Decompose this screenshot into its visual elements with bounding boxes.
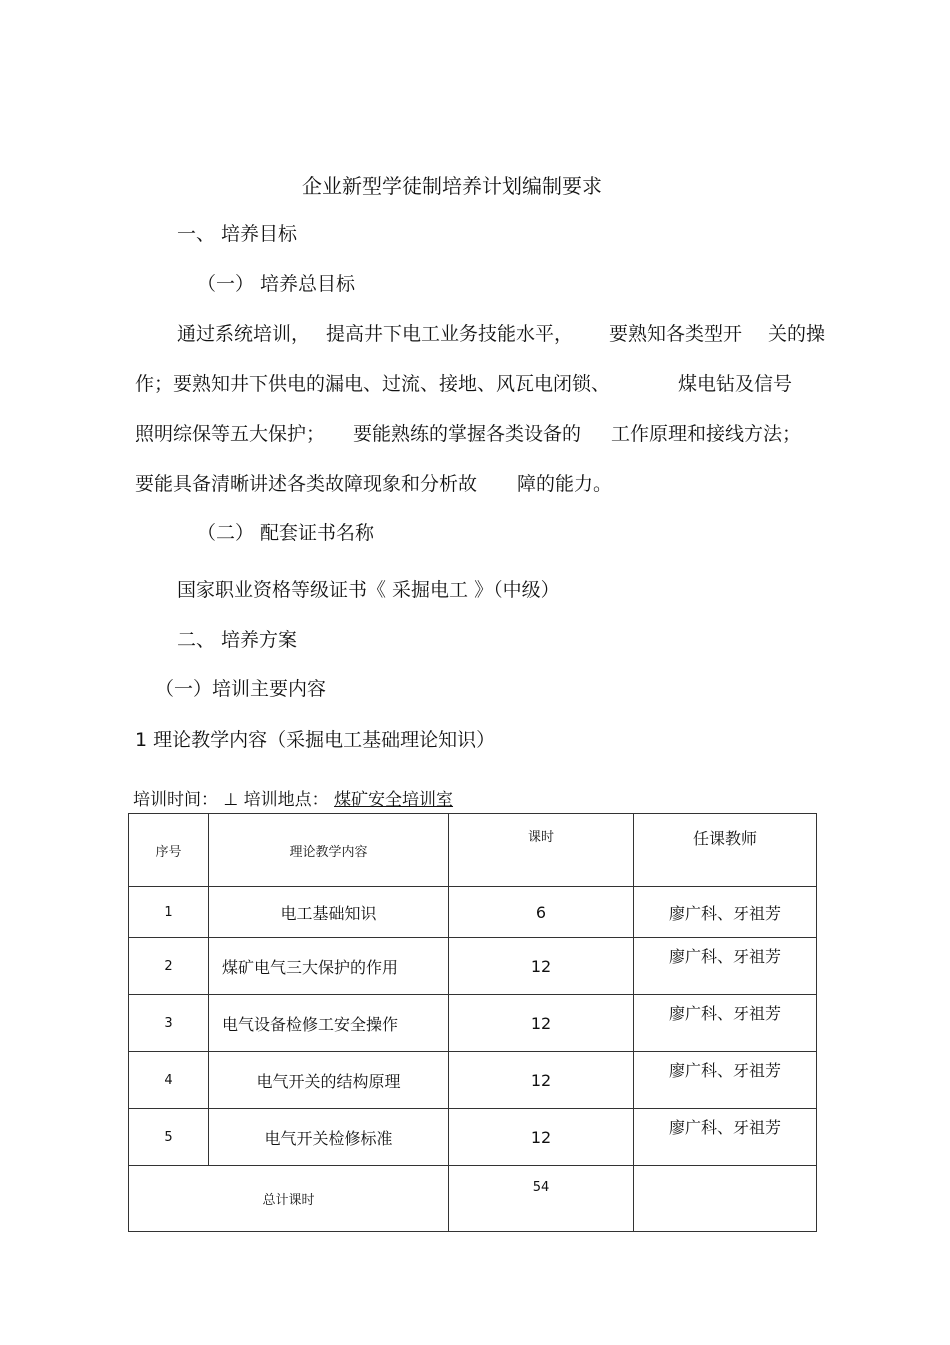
table-header-row — [129, 814, 817, 887]
row-seq: 5 — [129, 1109, 209, 1166]
row-seq: 4 — [129, 1052, 209, 1109]
header-seq: 序号 — [129, 814, 209, 887]
table-row — [129, 887, 817, 938]
row-teacher: 廖广科、牙祖芳 — [634, 995, 817, 1052]
row-content: 煤矿电气三大保护的作用 — [209, 938, 449, 995]
goal-paragraph-line-1: 通过系统培训， 提高井下电工业务技能水平， 要熟知各类型开 关的操 — [177, 323, 826, 345]
subsection-heading-training-content: （一）培训主要内容 — [155, 678, 327, 700]
table-total-row — [129, 1166, 817, 1232]
goal-paragraph-line-4: 要能具备清晰讲述各类故障现象和分析故 障的能力。 — [135, 473, 613, 495]
subsection-heading-overall-goal: （一） 培养总目标 — [197, 273, 356, 295]
goal-paragraph-line-2: 作；要熟知井下供电的漏电、过流、接地、风瓦电闭锁、 煤电钻及信号 — [135, 373, 793, 395]
row-seq: 3 — [129, 995, 209, 1052]
subsection-heading-certificate: （二） 配套证书名称 — [197, 522, 375, 544]
certificate-name: 国家职业资格等级证书《 采掘电工 》（中级） — [177, 579, 560, 601]
row-teacher: 廖广科、牙祖芳 — [634, 938, 817, 995]
row-seq: 2 — [129, 938, 209, 995]
row-seq: 1 — [129, 887, 209, 938]
row-hours: 12 — [449, 938, 634, 995]
training-time-label: 培训时间： — [133, 790, 218, 810]
row-content: 电气开关检修标准 — [209, 1109, 449, 1166]
header-teacher: 任课教师 — [634, 814, 817, 887]
theory-teaching-heading: 1 理论教学内容（采掘电工基础理论知识） — [135, 729, 496, 751]
row-hours: 6 — [449, 887, 634, 938]
row-teacher: 廖广科、牙祖芳 — [634, 1109, 817, 1166]
row-hours: 12 — [449, 995, 634, 1052]
training-location-value: 煤矿安全培训室 — [334, 790, 454, 810]
total-label: 总计课时 — [129, 1166, 449, 1232]
header-hours: 课时 — [449, 814, 634, 887]
row-teacher: 廖广科、牙祖芳 — [634, 1052, 817, 1109]
header-content: 理论教学内容 — [209, 814, 449, 887]
total-empty-cell — [634, 1166, 817, 1232]
total-hours: 54 — [449, 1166, 634, 1232]
page-title: 企业新型学徒制培养计划编制要求 — [302, 174, 602, 198]
curriculum-table — [128, 813, 817, 1232]
section-heading-plan: 二、 培养方案 — [177, 629, 298, 651]
row-content: 电气开关的结构原理 — [209, 1052, 449, 1109]
table-row — [129, 1052, 817, 1109]
table-row — [129, 1109, 817, 1166]
goal-paragraph-line-3: 照明综保等五大保护； 要能熟练的掌握各类设备的 工作原理和接线方法； — [135, 423, 802, 445]
row-hours: 12 — [449, 1109, 634, 1166]
row-teacher: 廖广科、牙祖芳 — [634, 887, 817, 938]
table-row — [129, 995, 817, 1052]
training-location-label: 培训地点： — [243, 790, 329, 810]
section-heading-goals: 一、 培养目标 — [177, 223, 298, 245]
row-content: 电工基础知识 — [209, 887, 449, 938]
training-time-value: ⊥ — [223, 790, 239, 810]
table-row — [129, 938, 817, 995]
training-meta — [133, 788, 453, 812]
row-content: 电气设备检修工安全操作 — [209, 995, 449, 1052]
row-hours: 12 — [449, 1052, 634, 1109]
